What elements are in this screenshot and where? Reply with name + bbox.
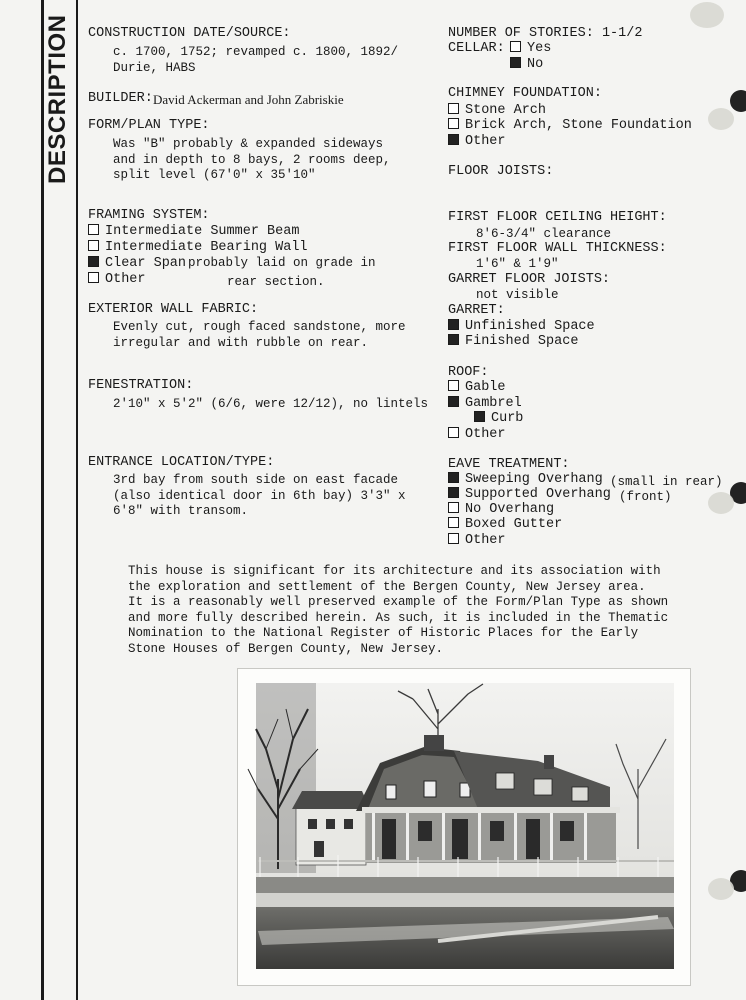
- checkbox-unchecked: [510, 41, 521, 52]
- cellar-label: CELLAR:: [448, 41, 505, 56]
- construction-line1: c. 1700, 1752; revamped c. 1800, 1892/: [113, 45, 399, 59]
- checkbox-checked: [448, 396, 459, 407]
- smudge: [690, 2, 724, 28]
- entrance-label: ENTRANCE LOCATION/TYPE:: [88, 455, 275, 470]
- significance-line: This house is significant for its architecture and its association with: [128, 564, 661, 578]
- roof-option-other: Other: [448, 427, 506, 443]
- builder-label: BUILDER:: [88, 91, 153, 106]
- chimney-option-brick-arch: Brick Arch, Stone Foundation: [448, 118, 692, 134]
- framing-clear-span-note: probably laid on grade in: [188, 256, 376, 270]
- ceiling-height-value: 8'6-3/4" clearance: [476, 227, 612, 241]
- ceiling-height-label: FIRST FLOOR CEILING HEIGHT:: [448, 210, 667, 225]
- framing-clear-span-note-2: rear section.: [227, 275, 325, 289]
- significance-line: the exploration and settlement of the Bergen County, New Jersey area.: [128, 579, 646, 594]
- form-plan-label: FORM/PLAN TYPE:: [88, 118, 210, 133]
- smudge: [708, 108, 734, 130]
- eave-option-other: Other: [448, 533, 506, 549]
- framing-option-summer-beam: Intermediate Summer Beam: [88, 224, 299, 240]
- significance-line: and more fully described herein. As such, it is included in the Thematic: [128, 610, 669, 625]
- eave-option-supported: Supported Overhang: [448, 487, 611, 503]
- roof-option-gambrel: Gambrel: [448, 396, 522, 412]
- significance-line: It is a reasonably well preserved example of the Form/Plan Type as shown: [128, 595, 669, 609]
- significance-line: Nomination to the National Register of Historic Places for the Early: [128, 626, 639, 640]
- entrance-line3: 6'8" with transom.: [113, 504, 249, 518]
- section-title: DESCRIPTION: [44, 14, 71, 184]
- roof-option-gable: Gable: [448, 380, 506, 396]
- garret-option-unfinished: Unfinished Space: [448, 319, 595, 335]
- checkbox-checked: [474, 411, 485, 422]
- exterior-line2: irregular and with rubble on rear.: [113, 336, 369, 350]
- garret-option-finished: Finished Space: [448, 334, 578, 350]
- checkbox-unchecked: [88, 224, 99, 235]
- stories-value: 1-1/2: [601, 26, 643, 41]
- eave-sweeping-note: (small in rear): [610, 475, 723, 489]
- exterior-label: EXTERIOR WALL FABRIC:: [88, 302, 259, 317]
- checkbox-unchecked: [448, 517, 459, 528]
- checkbox-checked: [448, 134, 459, 145]
- construction-line2: Durie, HABS: [113, 61, 196, 75]
- checkbox-unchecked: [88, 272, 99, 283]
- eave-label: EAVE TREATMENT:: [448, 457, 570, 472]
- entrance-line2: (also identical door in 6th bay) 3'3" x: [113, 489, 406, 503]
- checkbox-unchecked: [448, 502, 459, 513]
- checkbox-unchecked: [448, 427, 459, 438]
- eave-supported-note: (front): [619, 490, 672, 504]
- roof-label: ROOF:: [448, 365, 489, 380]
- checkbox-checked: [88, 256, 99, 267]
- builder-value: David Ackerman and John Zabriskie: [153, 92, 344, 107]
- smudge: [708, 878, 734, 900]
- checkbox-checked: [448, 334, 459, 345]
- stories-label: NUMBER OF STORIES:: [448, 26, 594, 41]
- entrance-line1: 3rd bay from south side on east facade: [113, 473, 399, 487]
- checkbox-checked: [448, 487, 459, 498]
- form-plan-line1: Was "B" probably & expanded sideways: [113, 137, 384, 151]
- framing-label: FRAMING SYSTEM:: [88, 208, 210, 223]
- eave-option-no-overhang: No Overhang: [448, 502, 554, 518]
- construction-label: CONSTRUCTION DATE/SOURCE:: [88, 26, 291, 41]
- checkbox-unchecked: [448, 380, 459, 391]
- eave-option-boxed-gutter: Boxed Gutter: [448, 517, 562, 533]
- chimney-option-stone-arch: Stone Arch: [448, 103, 546, 119]
- cellar-option-no: No: [510, 57, 543, 73]
- checkbox-checked: [510, 57, 521, 68]
- house-photo-image: [238, 669, 690, 985]
- garret-joists-value: not visible: [476, 288, 559, 302]
- checkbox-unchecked: [448, 118, 459, 129]
- form-plan-line2: and in depth to 8 bays, 2 rooms deep,: [113, 153, 391, 167]
- checkbox-unchecked: [88, 240, 99, 251]
- roof-option-curb: Curb: [474, 411, 523, 427]
- garret-label: GARRET:: [448, 303, 505, 318]
- form-plan-line3: split level (67'0" x 35'10": [113, 168, 316, 182]
- exterior-line1: Evenly cut, rough faced sandstone, more: [113, 320, 406, 334]
- framing-option-other: Other: [88, 272, 146, 288]
- binder-hole: [730, 90, 746, 112]
- cellar-option-yes: Yes: [510, 41, 551, 57]
- fenestration-value: 2'10" x 5'2" (6/6, were 12/12), no lintels: [113, 397, 429, 411]
- house-photograph: [237, 668, 691, 986]
- framing-option-clear-span: Clear Span probably laid on grade in: [88, 256, 376, 272]
- significance-paragraph: [128, 564, 668, 657]
- garret-joists-label: GARRET FLOOR JOISTS:: [448, 272, 611, 287]
- chimney-label: CHIMNEY FOUNDATION:: [448, 86, 602, 101]
- fenestration-label: FENESTRATION:: [88, 378, 194, 393]
- significance-line: Stone Houses of Bergen County, New Jersey.: [128, 641, 444, 656]
- checkbox-unchecked: [448, 533, 459, 544]
- checkbox-checked: [448, 319, 459, 330]
- checkbox-unchecked: [448, 103, 459, 114]
- floor-joists-label: FLOOR JOISTS:: [448, 164, 554, 179]
- stories-field: [448, 26, 642, 42]
- smudge: [708, 492, 734, 514]
- eave-option-sweeping: Sweeping Overhang: [448, 472, 603, 488]
- checkbox-checked: [448, 472, 459, 483]
- wall-thickness-label: FIRST FLOOR WALL THICKNESS:: [448, 241, 667, 256]
- framing-option-bearing-wall: Intermediate Bearing Wall: [88, 240, 308, 256]
- chimney-option-other: Other: [448, 134, 506, 150]
- wall-thickness-value: 1'6" & 1'9": [476, 257, 559, 271]
